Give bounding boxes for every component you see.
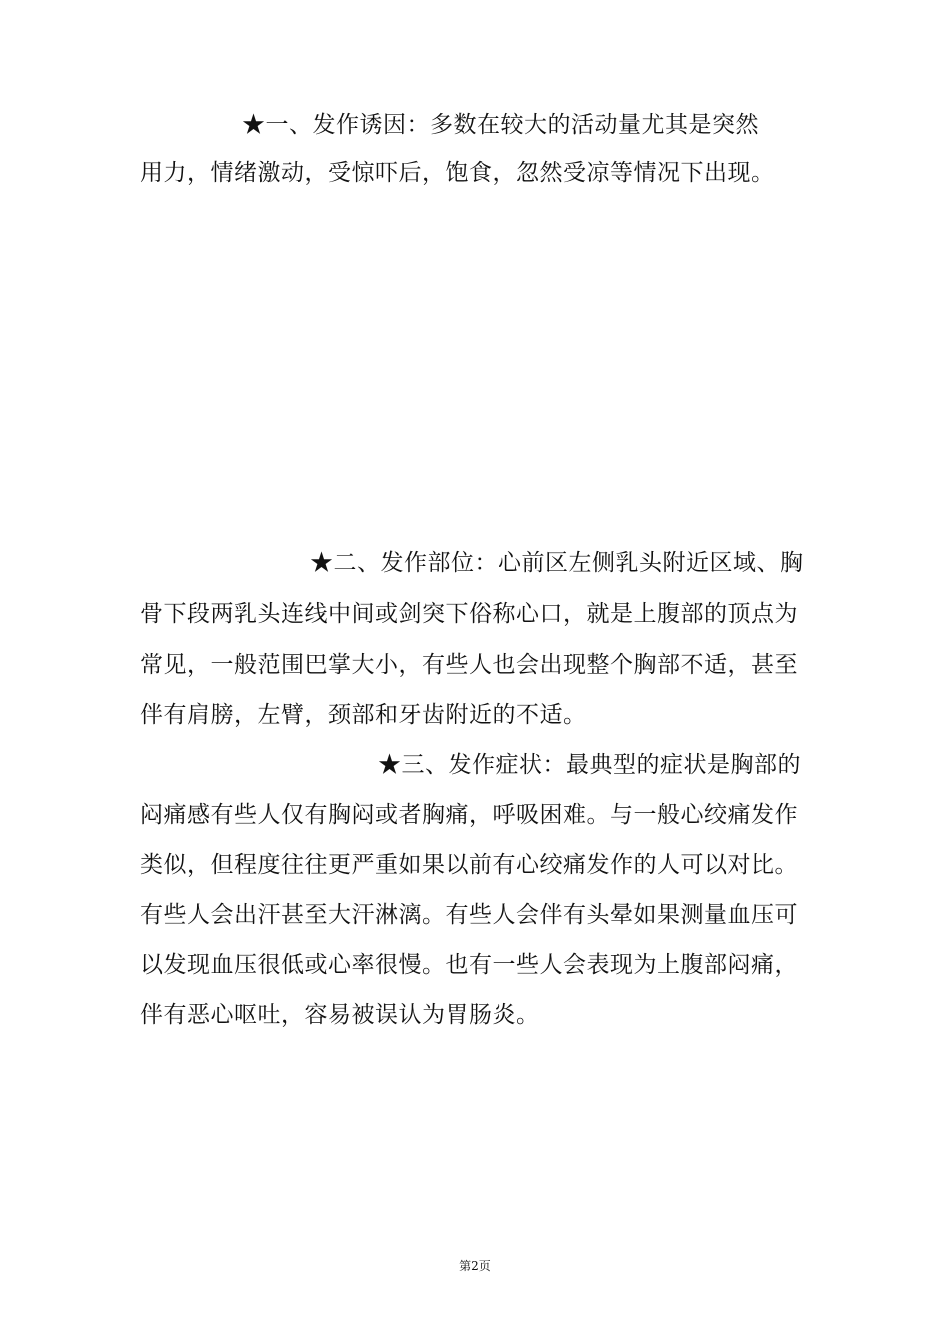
paragraph-line: 有些人会出汗甚至大汗淋漓。有些人会伴有头晕如果测量血压可	[140, 902, 798, 928]
paragraph-line: 伴有肩膀，左臂，颈部和牙齿附近的不适。	[140, 702, 587, 728]
paragraph-line: 常见，一般范围巴掌大小，有些人也会出现整个胸部不适，甚至	[140, 652, 798, 678]
paragraph-line: 闷痛感有些人仅有胸闷或者胸痛，呼吸困难。与一般心绞痛发作	[140, 802, 798, 828]
paragraph-line: 骨下段两乳头连线中间或剑突下俗称心口，就是上腹部的顶点为	[140, 601, 798, 627]
paragraph-line: 以发现血压很低或心率很慢。也有一些人会表现为上腹部闷痛，	[140, 952, 798, 978]
paragraph-line: ★三、发作症状：最典型的症状是胸部的	[378, 752, 801, 778]
paragraph-line: ★二、发作部位：心前区左侧乳头附近区域、胸	[310, 550, 804, 576]
paragraph-line: 用力，情绪激动，受惊吓后，饱食，忽然受凉等情况下出现。	[140, 160, 775, 186]
paragraph-line: ★一、发作诱因：多数在较大的活动量尤其是突然	[242, 112, 759, 138]
paragraph-line: 伴有恶心呕吐，容易被误认为胃肠炎。	[140, 1002, 540, 1028]
paragraph-line: 类似，但程度往往更严重如果以前有心绞痛发作的人可以对比。	[140, 852, 798, 878]
page-number: 第2页	[459, 1259, 491, 1273]
